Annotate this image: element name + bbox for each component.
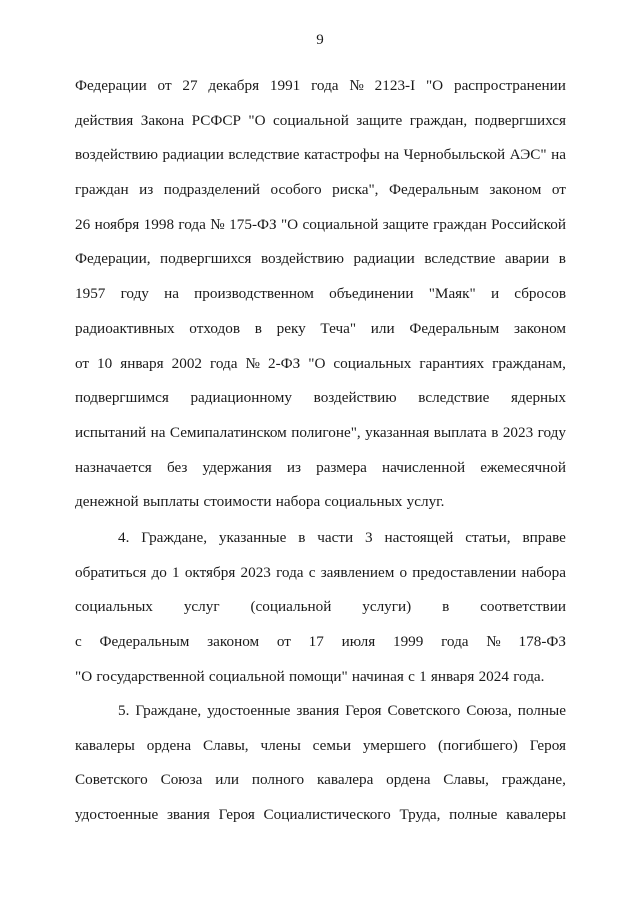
word: 2024 [478, 667, 509, 685]
word: Союза, [466, 702, 512, 719]
word: в [298, 529, 306, 546]
word: о [399, 563, 408, 581]
text-line [75, 354, 566, 389]
text-line [75, 388, 566, 423]
word: от [276, 633, 291, 651]
word: года [178, 215, 206, 233]
word: социальной [208, 667, 285, 685]
word: воздействию [75, 146, 159, 164]
text-line [75, 492, 566, 527]
word: Славы, [202, 736, 249, 754]
word: в [254, 319, 262, 337]
word: года [441, 633, 469, 651]
word: полного [251, 771, 305, 789]
word: октября [184, 563, 236, 581]
word: 2023 [240, 563, 271, 581]
word: ордена [386, 771, 431, 789]
word: размера [316, 458, 367, 476]
word: подвергшихся [474, 111, 566, 129]
word: воздействию [260, 250, 344, 268]
word: до [151, 563, 167, 581]
word: из [139, 181, 154, 199]
word: 1998 [143, 215, 175, 233]
word: граждан [75, 181, 129, 199]
word: объединении [329, 285, 414, 303]
word: радиации [353, 250, 415, 268]
text-line [75, 145, 566, 180]
word: Семипалатинском [169, 423, 287, 441]
word: Теча" [320, 319, 357, 337]
word: года [210, 354, 238, 372]
word: Героя [529, 736, 566, 754]
word: вправе [522, 529, 566, 546]
word: законом [489, 181, 542, 199]
word: денежной [75, 493, 139, 511]
word: 26 [75, 215, 91, 233]
word: от [157, 77, 172, 94]
word: обратиться [75, 563, 147, 581]
word: воздействию [313, 389, 397, 407]
word: Героя [218, 806, 255, 824]
word: соответствии [480, 598, 566, 616]
word: вследствие [424, 250, 496, 268]
text-line [75, 701, 566, 736]
word: Труда, [399, 806, 441, 824]
word: граждан, [409, 111, 468, 129]
word: реку [276, 319, 306, 337]
word: 1957 [75, 285, 106, 303]
word: указанные [218, 529, 287, 546]
word: (социальной [250, 598, 332, 616]
word: социальных [324, 493, 403, 511]
word: радиации [162, 146, 224, 164]
word: Героя [345, 702, 382, 719]
word: набора [521, 563, 566, 581]
word: стоимости [203, 493, 272, 511]
word: услуг [183, 598, 220, 616]
word: услуг. [406, 493, 445, 511]
word: 27 [182, 77, 198, 94]
word: Граждане, [141, 529, 208, 546]
word: 1999 [392, 633, 424, 651]
text-line [75, 111, 566, 146]
word: "О [280, 215, 299, 233]
word: кавалеры [75, 736, 135, 754]
word: вследствие [228, 146, 300, 164]
word: начисленной [382, 458, 466, 476]
word: 2023 [502, 423, 534, 441]
word: радиационному [190, 389, 292, 407]
word: года [276, 563, 304, 581]
word: 2-ФЗ [267, 354, 301, 372]
word: от [551, 181, 566, 199]
word: с [75, 633, 82, 651]
word: социальных [75, 598, 153, 616]
word: подвергшихся [160, 250, 252, 268]
text-line [75, 770, 566, 805]
word: 5. [118, 702, 130, 719]
word: предоставлении [412, 563, 517, 581]
text-line [75, 180, 566, 215]
word: 1 [419, 667, 427, 685]
word: сбросов [514, 285, 566, 303]
word: начиная [351, 667, 404, 685]
word: законом [514, 319, 566, 337]
word: выплата [433, 423, 487, 441]
text-line [75, 597, 566, 632]
word: набора [275, 493, 321, 511]
word: вследствие [418, 389, 490, 407]
word: 10 [97, 354, 113, 372]
text-line [75, 736, 566, 771]
word: Советского [387, 702, 461, 719]
word: кавалеры [506, 806, 566, 824]
word: из [286, 458, 301, 476]
word: № [349, 77, 364, 94]
word: удостоенные [75, 806, 159, 824]
word: риска", [332, 181, 379, 199]
word: особого [270, 181, 322, 199]
word: на [551, 146, 566, 164]
word: помощи" [289, 667, 348, 685]
word: году [537, 423, 566, 441]
word: государственной [96, 667, 205, 685]
text-line [75, 76, 566, 111]
word: Союза [160, 771, 203, 789]
word: ордена [146, 736, 192, 754]
word: распространении [453, 77, 566, 94]
word: Закона [140, 111, 185, 129]
text-line [75, 528, 566, 563]
word: № [486, 633, 501, 651]
word: "Маяк" [428, 285, 476, 303]
word: 3 [364, 529, 373, 546]
word: (погибшего) [438, 736, 518, 754]
word: декабря [208, 77, 260, 94]
word: с [308, 563, 316, 581]
word: полигоне", [291, 423, 361, 441]
word: назначается [75, 458, 152, 476]
word: защите [356, 111, 403, 129]
word: и [490, 285, 500, 303]
word: Социалистического [263, 806, 391, 824]
word: полные [449, 806, 498, 824]
word: или [370, 319, 395, 337]
word: "О [248, 111, 266, 129]
word: умершего [362, 736, 427, 754]
text-line [75, 284, 566, 319]
word: Граждане, [135, 702, 202, 719]
word: Советского [75, 771, 148, 789]
text-line [75, 249, 566, 284]
word: гражданам, [492, 354, 566, 372]
word: в [491, 423, 499, 441]
word: защите [382, 215, 429, 233]
text-line [75, 215, 566, 250]
word: социальной [273, 111, 349, 129]
word: Чернобыльской [403, 146, 506, 164]
word: июля [341, 633, 376, 651]
word: указанная [365, 423, 430, 441]
word: 4. [118, 529, 130, 546]
word: Федерации, [75, 250, 151, 268]
word: № [245, 354, 260, 372]
word: Федеральным [388, 181, 479, 199]
text-line [75, 667, 566, 702]
word: 1 [172, 563, 180, 581]
word: радиоактивных [75, 319, 175, 337]
word: 175-ФЗ [229, 215, 277, 233]
word: статьи, [465, 529, 511, 546]
word: или [215, 771, 240, 789]
word: аварии [504, 250, 550, 268]
word: Федеральным [99, 633, 190, 651]
word: ноября [94, 215, 140, 233]
word: с [408, 667, 415, 685]
word: производственном [194, 285, 314, 303]
word: 1991 [269, 77, 301, 94]
word: году [120, 285, 149, 303]
word: члены [260, 736, 301, 754]
page-number: 9 [316, 32, 324, 48]
word: "О [75, 667, 93, 685]
word: законом [207, 633, 260, 651]
word: Федерации [75, 77, 147, 94]
paragraph-continuation [75, 76, 566, 527]
word: социальных [333, 354, 412, 372]
word: удостоенные [207, 702, 291, 719]
word: удержания [202, 458, 272, 476]
word: семьи [312, 736, 352, 754]
word: 17 [308, 633, 324, 651]
text-line [75, 632, 566, 667]
word: от [75, 354, 90, 372]
word: гарантиях [419, 354, 485, 372]
word: звания [296, 702, 340, 719]
word: без [166, 458, 188, 476]
word: граждане, [501, 771, 566, 789]
word: "О [308, 354, 326, 372]
word: РСФСР [191, 111, 241, 129]
word: Российской [491, 215, 566, 233]
word: части [317, 529, 354, 546]
word: № [210, 215, 225, 233]
text-line [75, 319, 566, 354]
word: на [164, 285, 179, 303]
word: услуги) [362, 598, 412, 616]
word: 2123-I [374, 77, 416, 94]
word: на [384, 146, 400, 164]
word: настоящей [384, 529, 454, 546]
word: на [150, 423, 166, 441]
text-line [75, 805, 566, 840]
word: кавалера [316, 771, 374, 789]
word: 2002 [171, 354, 202, 372]
word: социальной [302, 215, 379, 233]
word: в [558, 250, 566, 268]
word: полные [517, 702, 566, 719]
word: "О [425, 77, 444, 94]
word: катастрофы [303, 146, 380, 164]
word: заявлением [320, 563, 395, 581]
text-line [75, 563, 566, 598]
word: 178-ФЗ [518, 633, 566, 651]
word: января [430, 667, 475, 685]
word: года. [513, 667, 545, 685]
word: января [120, 354, 164, 372]
word: выплаты [142, 493, 200, 511]
text-line [75, 458, 566, 493]
word: ежемесячной [480, 458, 566, 476]
word: отходов [189, 319, 240, 337]
word: Славы, [443, 771, 489, 789]
word: АЭС" [509, 146, 547, 164]
word: испытаний [75, 423, 147, 441]
paragraph-item-4 [75, 528, 566, 701]
word: подразделений [163, 181, 261, 199]
word: в [442, 598, 450, 616]
word: ядерных [510, 389, 566, 407]
word: граждан [433, 215, 487, 233]
word: года [311, 77, 339, 94]
paragraph-item-5 [75, 701, 566, 840]
text-line [75, 423, 566, 458]
word: звания [166, 806, 210, 824]
word: подвергшимся [75, 389, 169, 407]
word: действия [75, 111, 134, 129]
word: Федеральным [409, 319, 500, 337]
